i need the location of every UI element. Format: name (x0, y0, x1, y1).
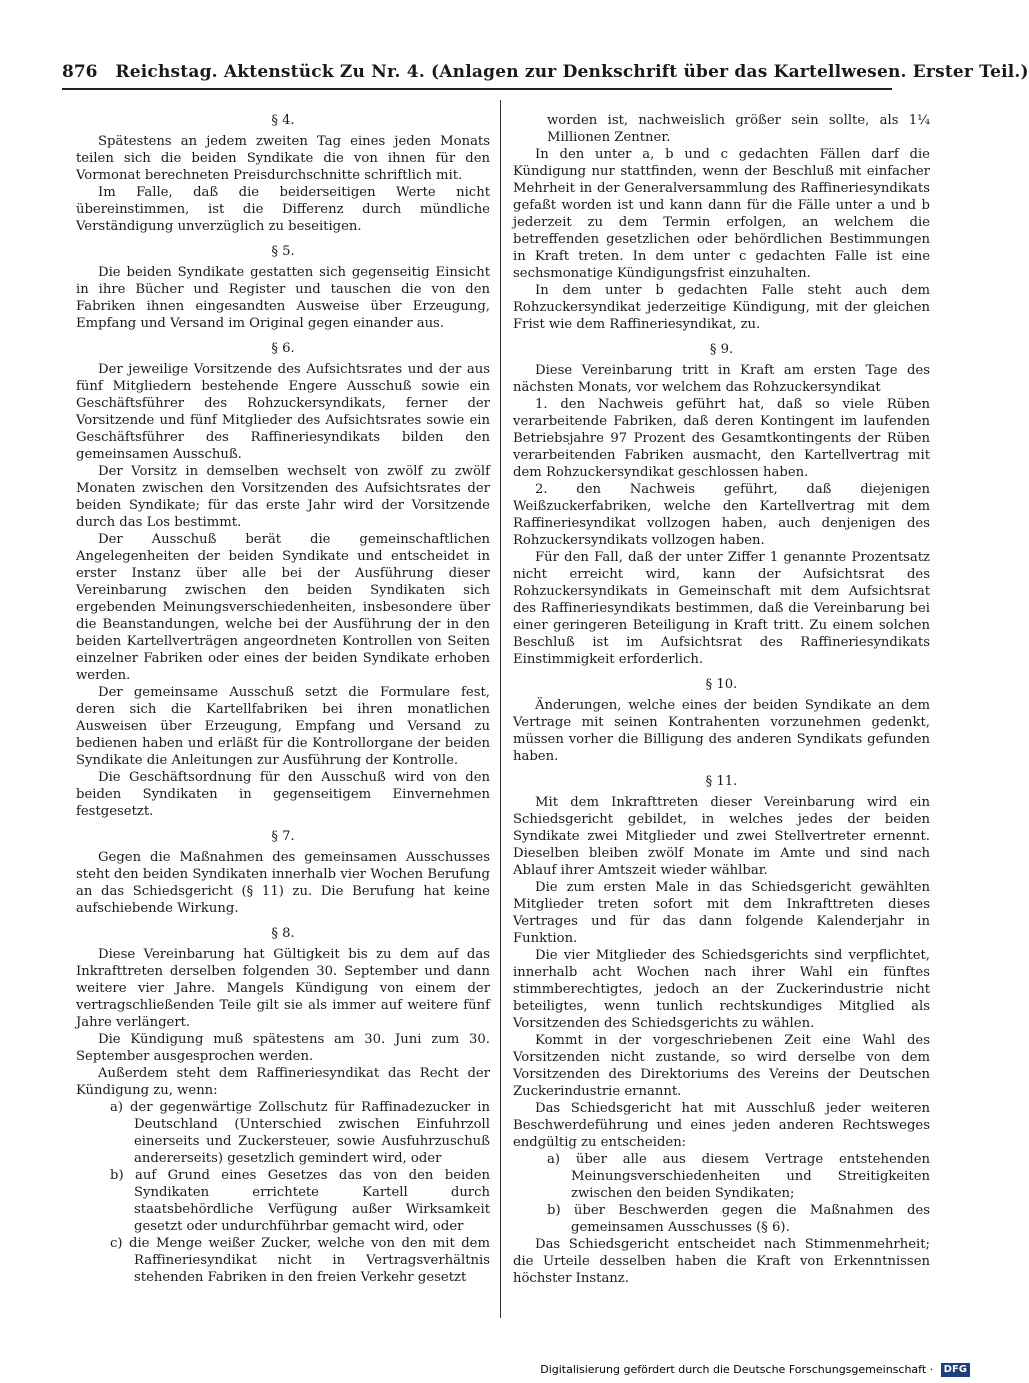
dfg-logo: DFG (941, 1363, 970, 1377)
paragraph: In dem unter b gedachten Falle steht auch dem Rohzuckersyndikat jederzeitige Kündigung, mit der gleichen Frist wie dem Raffineriesyndikat, zu. (513, 283, 930, 332)
page-header (62, 58, 1029, 90)
paragraph: Außerdem steht dem Raffineriesyndikat das Recht der Kündigung zu, wenn: (76, 1066, 490, 1098)
section-heading: § 7. (271, 829, 295, 844)
left-column (76, 112, 490, 1317)
page-number: 876 (62, 62, 98, 82)
list-item: b) über Beschwerden gegen die Maßnahmen des gemeinsamen Ausschusses (§ 6). (547, 1203, 930, 1235)
section-heading: § 5. (271, 244, 295, 259)
paragraph: Die Geschäftsordnung für den Ausschuß wird von den beiden Syndikaten in gegenseitigem Einvernehmen festgesetzt. (76, 770, 490, 819)
running-title: Reichstag. Aktenstück Zu Nr. 4. (Anlagen zur Denkschrift über das Kartellwesen. Erster Teil.) (115, 62, 1029, 82)
footer-text: Digitalisierung gefördert durch die Deutsche Forschungsgemeinschaft · (540, 1363, 934, 1376)
section-heading: § 11. (705, 774, 738, 789)
paragraph: Diese Vereinbarung tritt in Kraft am ersten Tage des nächsten Monats, vor welchem das Rohzuckersyndikat (513, 363, 930, 395)
paragraph: Die zum ersten Male in das Schiedsgericht gewählten Mitglieder treten sofort mit dem Inkrafttreten dieses Vertrages und für das dann folgende Kalenderjahr in Funktion. (513, 880, 930, 946)
paragraph: Für den Fall, daß der unter Ziffer 1 genannte Prozentsatz nicht erreicht wird, kann der Aufsichtsrat des Rohzuckersyndikats in Gemeinschaft mit dem Aufsichtsrat des Raffineriesyndikats bestimmen, daß die Vereinbarung bei einer geringeren Beteiligung in Kraft tritt. Zu einem solchen Beschluß ist im Aufsichtsrat des Raffineriesyndikats Einstimmigkeit erforderlich. (513, 550, 930, 667)
paragraph: Der jeweilige Vorsitzende des Aufsichtsrates und der aus fünf Mitgliedern bestehende Engere Ausschuß sowie ein Geschäftsführer des Rohzuckersyndikats, ferner der Vorsitzende und fünf Mitglieder des Aufsichtsrates sowie ein Geschäftsführer des Raffineriesyndikats bilden den gemeinsamen Ausschuß. (76, 362, 490, 462)
paragraph: Der gemeinsame Ausschuß setzt die Formulare fest, deren sich die Kartellfabriken bei ihren monatlichen Ausweisen über Erzeugung, Empfang und Versand zu bedienen haben und erläßt für die Kontrollorgane der beiden Syndikate die Anleitungen zur Ausführung der Kontrolle. (76, 685, 490, 768)
list-item: c) die Menge weißer Zucker, welche von den mit dem Raffineriesyndikat nicht in Vertragsverhältnis stehenden Fabriken in den freien Verkehr gesetzt (110, 1236, 490, 1285)
section-heading: § 8. (271, 926, 295, 941)
paragraph: Mit dem Inkrafttreten dieser Vereinbarung wird ein Schiedsgericht gebildet, in welches jedes der beiden Syndikate zwei Mitglieder und zwei Stellvertreter ernennt. Dieselben bleiben zwölf Monate im Amte und sind nach Ablauf ihrer Amtszeit wieder wählbar. (513, 795, 930, 878)
list-item-continuation: worden ist, nachweislich größer sein sollte, als 1¼ Millionen Zentner. (547, 113, 930, 145)
section-heading: § 6. (271, 341, 295, 356)
section-heading: § 4. (271, 113, 295, 128)
paragraph: In den unter a, b und c gedachten Fällen darf die Kündigung nur stattfinden, wenn der Beschluß mit einfacher Mehrheit in der Generalversammlung des Raffineriesyndikats gefaßt worden ist und kann dann für die Fälle unter a und b jederzeit zu dem Termin erfolgen, an welchem die betreffenden gesetzlichen oder behördlichen Bestimmungen in Kraft treten. In dem unter c gedachten Falle ist eine sechsmonatige Kündigungsfrist einzuhalten. (513, 147, 930, 281)
paragraph: Der Vorsitz in demselben wechselt von zwölf zu zwölf Monaten zwischen den Vorsitzenden des Aufsichtsrates der beiden Syndikate; für das erste Jahr wird der Vorsitzende durch das Los bestimmt. (76, 464, 490, 530)
paragraph: Der Ausschuß berät die gemeinschaftlichen Angelegenheiten der beiden Syndikate und entscheidet in erster Instanz über alle bei der Ausführung dieser Vereinbarung zwischen den beiden Syndikaten sich ergebenden Meinungsverschiedenheiten, insbesondere über die Beanstandungen, welche bei der Ausführung der in den beiden Kartellverträgen angeordneten Kontrollen von Seiten einzelner Fabriken oder eines der beiden Syndikate erhoben werden. (76, 532, 490, 683)
paragraph: Kommt in der vorgeschriebenen Zeit eine Wahl des Vorsitzenden nicht zustande, so wird derselbe von dem Vorsitzenden des Direktoriums des Vereins der Deutschen Zuckerindustrie ernannt. (513, 1033, 930, 1099)
paragraph: Änderungen, welche eines der beiden Syndikate an dem Vertrage mit seinen Kontrahenten vorzunehmen gedenkt, müssen vorher die Billigung des anderen Syndikats gefunden haben. (513, 698, 930, 764)
list-item: a) über alle aus diesem Vertrage entstehenden Meinungsverschiedenheiten und Streitigkeiten zwischen den beiden Syndikaten; (547, 1152, 930, 1201)
section-heading: § 10. (705, 677, 738, 692)
right-column (513, 112, 930, 1317)
paragraph: Diese Vereinbarung hat Gültigkeit bis zu dem auf das Inkrafttreten derselben folgenden 30. September und dann weitere vier Jahre. Mangels Kündigung von einem der vertragschließenden Teile gilt sie als immer auf weitere fünf Jahre verlängert. (76, 947, 490, 1030)
list-item: b) auf Grund eines Gesetzes das von den beiden Syndikaten errichtete Kartell durch staatsbehördliche Verfügung außer Wirksamkeit gesetzt oder undurchführbar gemacht wird, oder (110, 1168, 490, 1234)
list-item: a) der gegenwärtige Zollschutz für Raffinadezucker in Deutschland (Unterschied zwischen Einfuhrzoll einerseits und Zuckersteuer, sowie Ausfuhrzuschuß andererseits) gesetzlich gemindert wird, oder (110, 1100, 490, 1166)
paragraph: Die beiden Syndikate gestatten sich gegenseitig Einsicht in ihre Bücher und Register und tauschen die von den Fabriken ihnen eingesandten Ausweise über Erzeugung, Empfang und Versand im Original gegen einander aus. (76, 265, 490, 331)
list-item: 1. den Nachweis geführt hat, daß so viele Rüben verarbeitende Fabriken, daß deren Kontingent im laufenden Betriebsjahre 97 Prozent des Gesamtkontingents der Rüben verarbeitenden Fabriken ausmacht, den Kartellvertrag mit dem Rohzuckersyndikat geschlossen haben. (513, 397, 930, 480)
paragraph: Im Falle, daß die beiderseitigen Werte nicht übereinstimmen, ist die Differenz durch mündliche Verständigung unverzüglich zu beseitigen. (76, 185, 490, 234)
column-divider (500, 100, 501, 1318)
footer-credit (540, 1362, 970, 1378)
paragraph: Gegen die Maßnahmen des gemeinsamen Ausschusses steht den beiden Syndikaten innerhalb vier Wochen Berufung an das Schiedsgericht (§ 11) zu. Die Berufung hat keine aufschiebende Wirkung. (76, 850, 490, 916)
paragraph: Das Schiedsgericht entscheidet nach Stimmenmehrheit; die Urteile desselben haben die Kraft von Erkenntnissen höchster Instanz. (513, 1237, 930, 1286)
paragraph: Spätestens an jedem zweiten Tag eines jeden Monats teilen sich die beiden Syndikate die von ihnen für den Vormonat berechneten Preisdurchschnitte schriftlich mit. (76, 134, 490, 183)
list-item: 2. den Nachweis geführt, daß diejenigen Weißzuckerfabriken, welche den Kartellvertrag mit dem Raffineriesyndikat vollzogen haben, auch denjenigen des Rohzuckersyndikats vollzogen haben. (513, 482, 930, 548)
paragraph: Die vier Mitglieder des Schiedsgerichts sind verpflichtet, innerhalb acht Wochen nach ihrer Wahl ein fünftes stimmberechtigtes, jedoch an der Zuckerindustrie nicht beteiligtes, wenn tunlich rechtskundiges Mitglied als Vorsitzenden des Schiedsgerichts zu wählen. (513, 948, 930, 1031)
paragraph: Das Schiedsgericht hat mit Ausschluß jeder weiteren Beschwerdeführung und eines jeden anderen Rechtsweges endgültig zu entscheiden: (513, 1101, 930, 1150)
paragraph: Die Kündigung muß spätestens am 30. Juni zum 30. September ausgesprochen werden. (76, 1032, 490, 1064)
section-heading: § 9. (709, 342, 734, 357)
